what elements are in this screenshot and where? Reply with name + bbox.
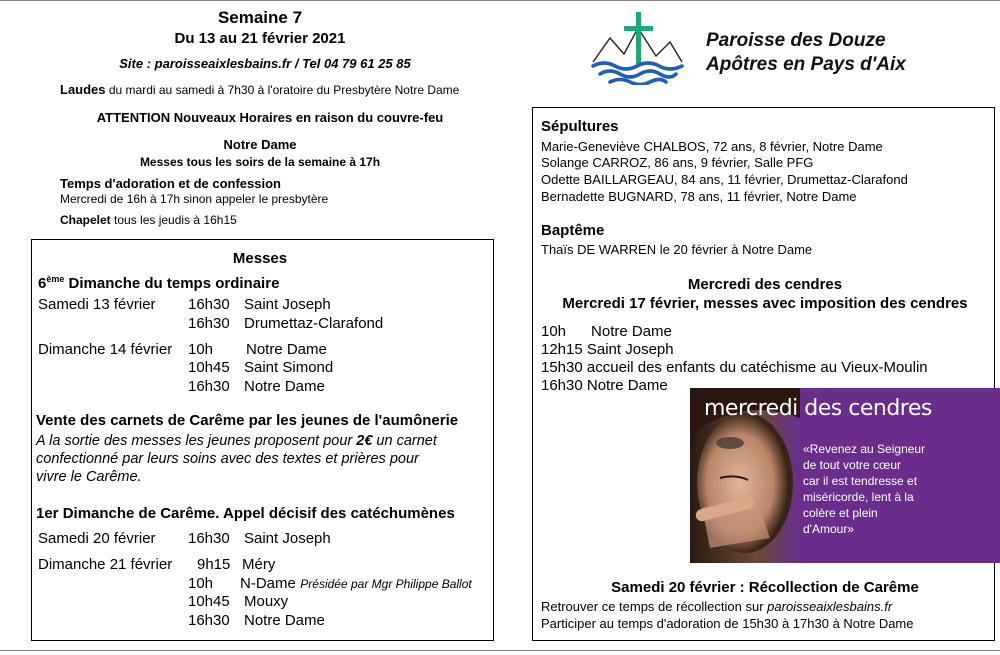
cendres-item-4: 16h30 Notre Dame: [541, 377, 668, 394]
bapteme-item-1: Thaïs DE WARREN le 20 février à Notre Dame: [541, 242, 813, 257]
d14-place2: Saint Simond: [244, 359, 334, 376]
s13-place1: Saint Joseph: [244, 296, 331, 313]
sepulture-item-4: Bernadette BUGNARD, 78 ans, 11 février, Notre Dame: [541, 189, 857, 204]
vente-line1-c: un carnet: [372, 433, 437, 449]
poster-heading: mercredi des cendres: [704, 396, 932, 421]
d21-day: Dimanche 21 février: [38, 556, 173, 573]
d21-place2-note: Présidée par Mgr Philippe Ballot: [300, 577, 472, 591]
sepulture-item-1: Marie-Geneviève CHALBOS, 72 ans, 8 février, Notre Dame: [541, 139, 883, 154]
d21-time3: 10h45: [188, 593, 230, 610]
poster-quote-3: car il est tendresse et: [803, 474, 918, 488]
waves-icon: [593, 63, 682, 85]
d21-place2-name: N-Dame: [240, 575, 296, 592]
cendres-item-2: 12h15 Saint Joseph: [541, 341, 674, 358]
cendres-poster: [690, 388, 1000, 563]
sepulture-item-2: Solange CARROZ, 86 ans, 9 février, Salle PFG: [541, 155, 814, 170]
cross-icon: [624, 12, 653, 64]
chapelet-label: Chapelet: [60, 213, 111, 227]
vente-line2: confectionné par leurs soins avec des textes et prières pour: [36, 451, 419, 467]
logo-line1: Paroisse des Douze: [706, 30, 886, 51]
sepulture-item-3: Odette BAILLARGEAU, 84 ans, 11 février, Drumettaz-Clarafond: [541, 172, 908, 187]
vente-line1-a: A la sortie des messes les jeunes proposent pour: [36, 433, 357, 449]
vente-price: 2€: [356, 433, 373, 449]
dim6-title: [38, 274, 279, 292]
careme-title: 1er Dimanche de Carême. Appel décisif des catéchumènes: [36, 505, 455, 522]
d14-day: Dimanche 14 février: [38, 341, 173, 358]
laudes-label: Laudes: [60, 82, 106, 97]
laudes-text: du mardi au samedi à 7h30 à l'oratoire du Presbytère Notre Dame: [108, 83, 460, 97]
d21-place1: Méry: [242, 556, 276, 573]
s20-time1: 16h30: [188, 530, 230, 547]
s20-day: Samedi 20 février: [38, 530, 156, 547]
vente-line3: vivre le Carême.: [36, 469, 142, 485]
s13-place2: Drumettaz-Clarafond: [244, 315, 384, 332]
vente-line1: [36, 433, 437, 449]
vente-title: Vente des carnets de Carême par les jeunes de l'aumônerie: [36, 412, 459, 429]
dim6-number: 6: [38, 275, 47, 292]
d14-time3: 16h30: [188, 378, 230, 395]
s13-time1: 16h30: [188, 296, 230, 313]
adoration-title: Temps d'adoration et de confession: [60, 176, 281, 191]
recollection-line2: Participer au temps d'adoration de 15h30 à 17h30 à Notre Dame: [541, 616, 914, 631]
cendres-item-3: 15h30 accueil des enfants du catéchisme au Vieux-Moulin: [541, 359, 928, 376]
poster-quote-6: d'Amour»: [803, 522, 854, 536]
d21-time2: 10h: [188, 575, 214, 592]
dim6-sup: ème: [46, 274, 65, 284]
sepultures-title: Sépultures: [541, 118, 619, 135]
s13-day: Samedi 13 février: [38, 296, 156, 313]
d21-place3: Mouxy: [244, 593, 289, 610]
notre-dame-title: Notre Dame: [223, 137, 297, 152]
recollection-site-link[interactable]: paroisseaixlesbains.fr: [767, 599, 893, 614]
attention-notice: ATTENTION Nouveaux Horaires en raison du couvre-feu: [96, 110, 444, 125]
recollection-line1: [541, 599, 892, 614]
d14-place3: Notre Dame: [244, 378, 325, 395]
cendres-item-1: 10h Notre Dame: [541, 323, 672, 340]
week-dates: Du 13 au 21 février 2021: [174, 30, 346, 47]
s20-place1: Saint Joseph: [244, 530, 331, 547]
d21-time1: 9h15: [197, 556, 231, 573]
d14-time2: 10h45: [188, 359, 230, 376]
recollection-title: Samedi 20 février : Récollection de Carême: [611, 579, 919, 596]
s13-time2: 16h30: [188, 315, 230, 332]
bapteme-title: Baptême: [541, 222, 605, 239]
poster-quote-4: miséricorde, lent à la: [803, 490, 914, 504]
notre-dame-text: Messes tous les soirs de la semaine à 17h: [139, 155, 381, 169]
laudes-line: [60, 82, 459, 97]
poster-quote-1: «Revenez au Seigneur: [803, 442, 926, 456]
d21-time4: 16h30: [188, 612, 230, 629]
adoration-text: Mercredi de 16h à 17h sinon appeler le presbytère: [60, 192, 329, 206]
cendres-title: Mercredi des cendres: [687, 276, 843, 293]
d21-place2: [240, 575, 472, 593]
d14-time1: 10h: [188, 341, 214, 358]
cendres-subtitle: Mercredi 17 février, messes avec imposition des cendres: [562, 295, 968, 312]
page-top-border: [0, 0, 1000, 1]
parish-logo-icon: [590, 10, 685, 85]
poster-quote-2: de tout votre cœur: [803, 458, 902, 472]
week-title: Semaine 7: [217, 8, 303, 27]
d14-place1: Notre Dame: [246, 341, 327, 358]
chapelet-line: [60, 213, 237, 227]
messes-title: Messes: [232, 250, 288, 267]
d21-place4: Notre Dame: [244, 612, 325, 629]
site-line: Site : paroisseaixlesbains.fr / Tel 04 79 61 25 85: [119, 56, 411, 71]
chapelet-text: tous les jeudis à 16h15: [114, 213, 237, 227]
logo-line2: Apôtres en Pays d'Aix: [706, 54, 906, 75]
recollection-line1-text: Retrouver ce temps de récollection sur: [541, 599, 768, 614]
poster-quote-5: colère et plein: [803, 506, 878, 520]
dim6-text: Dimanche du temps ordinaire: [64, 275, 280, 292]
page-bottom-border: [0, 650, 1000, 651]
